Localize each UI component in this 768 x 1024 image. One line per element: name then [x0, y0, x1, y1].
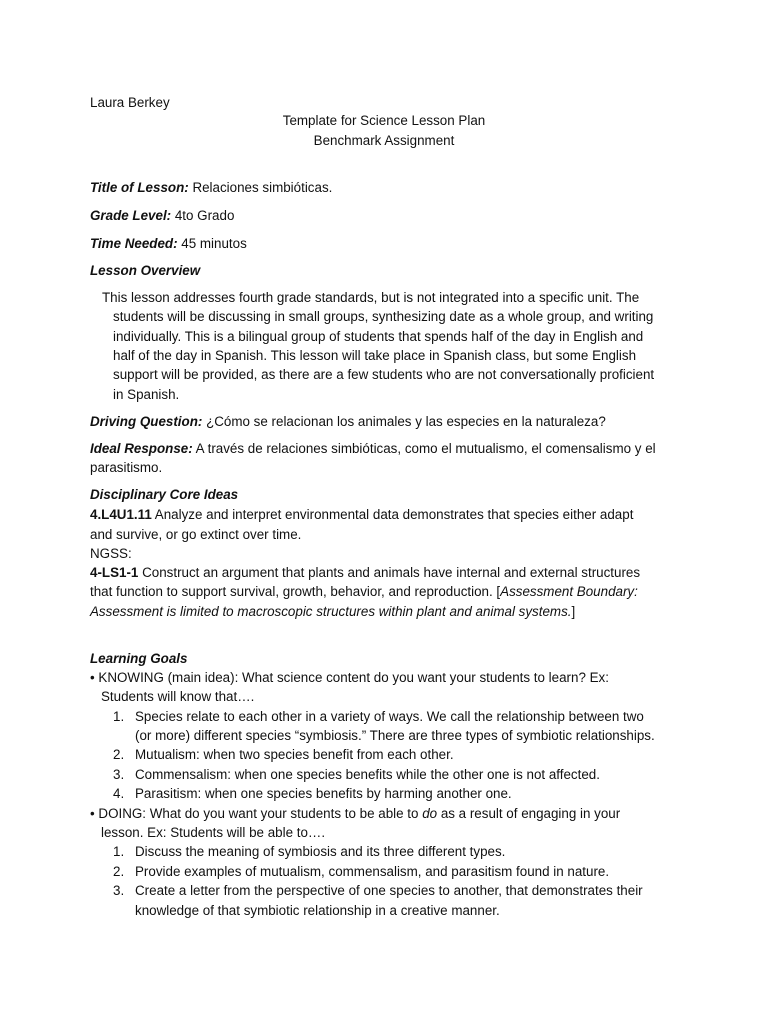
time-needed-label: Time Needed:	[90, 236, 178, 251]
list-item-text: Species relate to each other in a variety of ways. We call the relationship between two	[135, 709, 644, 724]
list-item-text-continued: (or more) different species “symbiosis.” There are three types of symbiotic relationships.	[135, 728, 655, 743]
grade-level	[90, 208, 234, 224]
standard-2-code: 4-LS1-1	[90, 565, 139, 580]
assessment-boundary-close: ]	[571, 604, 576, 619]
time-needed	[90, 236, 247, 252]
header-line-1: Template for Science Lesson Plan	[282, 113, 486, 128]
standard-2-continued	[90, 584, 638, 600]
overview-line: half of the day in Spanish. This lesson will take place in Spanish class, but some English	[113, 348, 637, 363]
driving-question-value: ¿Cómo se relacionan los animales y las especies en la naturaleza?	[202, 414, 606, 429]
knowing-list-item	[113, 767, 600, 783]
standard-2-text: Construct an argument that plants and animals have internal and external structures	[138, 565, 641, 580]
knowing-intro-continued: Students will know that….	[101, 689, 255, 704]
overview-line: in Spanish.	[113, 387, 180, 402]
knowing-list-item	[113, 709, 644, 725]
list-number: 2.	[113, 747, 125, 762]
ideal-response-label: Ideal Response:	[90, 441, 193, 456]
author-name: Laura Berkey	[90, 95, 170, 110]
standard-1-text: Analyze and interpret environmental data demonstrates that species either adapt	[151, 507, 634, 522]
core-ideas-heading: Disciplinary Core Ideas	[90, 487, 239, 502]
standard-1-continued: and survive, or go extinct over time.	[90, 527, 302, 542]
doing-list-item	[113, 864, 609, 880]
list-number: 4.	[113, 786, 125, 801]
time-needed-value: 45 minutos	[177, 236, 247, 251]
doing-intro-a: • DOING: What do you want your students to be able to	[90, 806, 423, 821]
assessment-boundary-label: Assessment Boundary:	[500, 584, 638, 599]
standard-1-code: 4.L4U1.11	[90, 507, 152, 522]
ideal-response-value: A través de relaciones simbióticas, como el mutualismo, el comensalismo y el	[192, 441, 656, 456]
list-item-text: Mutualism: when two species benefit from each other.	[135, 747, 454, 762]
list-item-text: Discuss the meaning of symbiosis and its three different types.	[135, 844, 506, 859]
standard-1	[90, 507, 633, 523]
doing-emphasis: do	[422, 806, 438, 821]
list-item-text: Parasitism: when one species benefits by harming another one.	[135, 786, 512, 801]
doing-list-item	[113, 844, 505, 860]
list-item-text: Provide examples of mutualism, commensalism, and parasitism found in nature.	[135, 864, 610, 879]
learning-goals-heading: Learning Goals	[90, 651, 188, 666]
list-number: 3.	[113, 883, 125, 898]
title-of-lesson-value: Relaciones simbióticas.	[188, 180, 333, 195]
list-number: 1.	[113, 709, 125, 724]
list-item-text: Create a letter from the perspective of one species to another, that demonstrates their	[135, 883, 643, 898]
overview-line: students will be discussing in small groups, synthesizing date as a whole group, and writing	[113, 309, 654, 324]
grade-level-value: 4to Grado	[171, 208, 235, 223]
ideal-response-continued: parasitismo.	[90, 460, 163, 475]
driving-question	[90, 414, 606, 430]
doing-intro	[90, 806, 620, 822]
overview-line: This lesson addresses fourth grade standards, but is not integrated into a specific unit. The	[102, 290, 640, 305]
grade-level-label: Grade Level:	[90, 208, 172, 223]
ideal-response	[90, 441, 656, 457]
ngss-label: NGSS:	[90, 546, 132, 561]
list-item-text-continued: knowledge of that symbiotic relationship in a creative manner.	[135, 903, 500, 918]
title-of-lesson-label: Title of Lesson:	[90, 180, 189, 195]
driving-question-label: Driving Question:	[90, 414, 203, 429]
standard-2	[90, 565, 640, 581]
knowing-intro: • KNOWING (main idea): What science content do you want your students to learn? Ex:	[90, 670, 609, 685]
list-number: 3.	[113, 767, 125, 782]
header-line-2: Benchmark Assignment	[313, 133, 455, 148]
doing-intro-c: as a result of engaging in your	[437, 806, 621, 821]
list-number: 2.	[113, 864, 125, 879]
assessment-boundary	[90, 604, 575, 620]
doing-list-item	[113, 883, 643, 899]
overview-line: support will be provided, as there are a few students who are not conversationally proficient	[113, 367, 655, 382]
knowing-list-item	[113, 786, 512, 802]
list-number: 1.	[113, 844, 125, 859]
knowing-list-item	[113, 747, 454, 763]
lesson-overview-heading: Lesson Overview	[90, 263, 201, 278]
title-of-lesson	[90, 180, 332, 196]
doing-intro-continued: lesson. Ex: Students will be able to….	[101, 825, 326, 840]
assessment-boundary-text: Assessment is limited to macroscopic structures within plant and animal systems.	[90, 604, 572, 619]
standard-2-text-a: that function to support survival, growth, behavior, and reproduction. [	[90, 584, 501, 599]
list-item-text: Commensalism: when one species benefits while the other one is not affected.	[135, 767, 600, 782]
overview-line: individually. This is a bilingual group of students that spends half of the day in English and	[113, 329, 644, 344]
